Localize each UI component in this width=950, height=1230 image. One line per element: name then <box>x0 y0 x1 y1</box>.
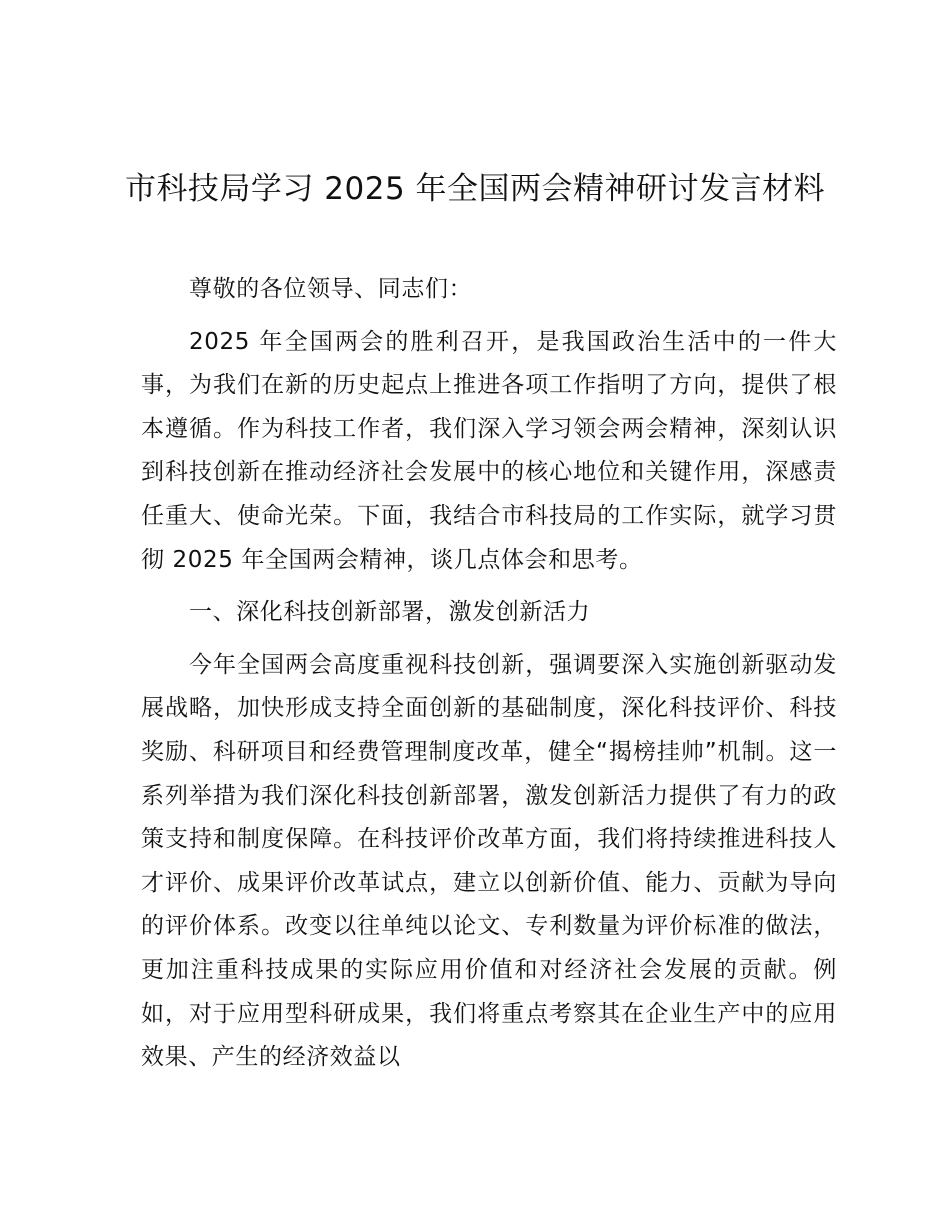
paragraph-section-1: 今年全国两会高度重视科技创新，强调要深入实施创新驱动发展战略，加快形成支持全面创新的基础制度，深化科技评价、科技奖励、科研项目和经费管理制度改革，健全“揭榜挂帅”机制。这一系列举措为我们深化科技创新部署，激发创新活力提供了有力的政策支持和制度保障。在科技评价改革方面，我们将持续推进科技人才评价、成果评价改革试点，建立以创新价值、能力、贡献为导向的评价体系。改变以往单纯以论文、专利数量为评价标准的做法，更加注重科技成果的实际应用价值和对经济社会发展的贡献。例如，对于应用型科研成果，我们将重点考察其在企业生产中的应用效果、产生的经济效益以 <box>141 651 837 1071</box>
document-body <box>141 268 837 1089</box>
section-heading-1: 一、深化科技创新部署，激发创新活力 <box>189 599 591 626</box>
document-title: 市科技局学习 2025 年全国两会精神研讨发言材料 <box>124 171 826 207</box>
greeting: 尊敬的各位领导、同志们： <box>189 276 473 302</box>
paragraph-intro: 2025 年全国两会的胜利召开，是我国政治生活中的一件大事，为我们在新的历史起点上推进各项工作指明了方向，提供了根本遵循。作为科技工作者，我们深入学习领会两会精神，深刻认识到科技创新在推动经济社会发展中的核心地位和关键作用，深感责任重大、使命光荣。下面，我结合市科技局的工作实际，就学习贯彻 2025 年全国两会精神，谈几点体会和思考。 <box>141 328 837 573</box>
